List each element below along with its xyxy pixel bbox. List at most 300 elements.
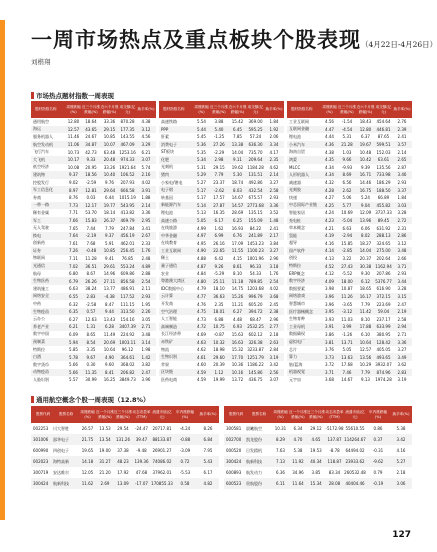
column-header: 换手率(%): [265, 107, 283, 112]
table-cell: 145.86: [248, 369, 263, 375]
table-row: [287, 262, 412, 270]
table-row: [287, 255, 412, 263]
table-row: [31, 164, 156, 172]
table-cell: 4.34: [325, 164, 334, 170]
table-cell: 数字中国: [33, 331, 49, 337]
table-cell: 6.79: [69, 278, 78, 284]
table-cell: 137.87: [327, 437, 342, 442]
table-cell: 2.19: [397, 309, 407, 315]
table-cell: 物流: [161, 346, 169, 352]
table-cell: 2.66: [397, 255, 407, 261]
table-cell: 14.18: [81, 459, 94, 464]
table-cell: 288.13: [376, 233, 391, 239]
table-cell: 20717.81: [152, 426, 172, 431]
table-cell: 14.57: [231, 202, 244, 208]
table-cell: 14.04: [359, 248, 372, 254]
stock-table-half: [31, 406, 219, 489]
table-row: [159, 346, 284, 354]
table-cell: 低空经济: [33, 164, 49, 170]
table-cell: 4.79: [197, 286, 206, 292]
table-cell: 6.28: [105, 324, 114, 330]
table-cell: 10.42: [359, 157, 372, 163]
table-cell: 16.93: [231, 225, 244, 231]
table-cell: 3.36: [397, 339, 407, 345]
table-cell: 2.18: [269, 331, 279, 337]
table-cell: 2.16: [141, 172, 151, 178]
column-header: 换手率(%): [393, 107, 411, 112]
table-cell: 物联网: [33, 255, 45, 261]
table-cell: 2.41: [269, 225, 279, 231]
table-row: [159, 194, 284, 202]
table-cell: 3737.33: [375, 210, 392, 216]
table-row: [159, 240, 284, 248]
column-header: 近六个月涨跌幅(%): [356, 105, 375, 114]
table-cell: 3.28: [397, 286, 407, 292]
table-cell: 8.41: [105, 369, 114, 375]
table-cell: 19.53: [310, 448, 322, 453]
table-cell: 3.73: [325, 354, 334, 360]
table-row: [159, 179, 284, 187]
table-row: [31, 293, 156, 301]
section-heading-index: [31, 91, 114, 100]
table-cell: 5.43: [203, 459, 213, 464]
table-cell: 37962.01: [152, 470, 172, 475]
table-cell: 6.42: [214, 255, 224, 261]
table-header: [31, 406, 219, 423]
table-cell: 16.25: [103, 377, 116, 383]
table-cell: 草本概念: [289, 225, 305, 231]
table-cell: 光刻机: [161, 164, 173, 170]
table-cell: 2.33: [141, 240, 151, 246]
table-cell: 2.26: [141, 309, 151, 315]
table-cell: 养老产业: [33, 323, 49, 329]
table-cell: 2.47: [397, 301, 407, 307]
table-cell: 4.72: [197, 324, 206, 330]
column-header: 股票名称: [58, 412, 74, 417]
index-panel: [31, 101, 156, 384]
table-cell: 3849.73: [119, 377, 136, 383]
table-cell: 2.94: [397, 324, 407, 330]
table-cell: 3.49: [397, 354, 407, 360]
table-cell: 5.24: [361, 195, 370, 201]
table-cell: 2.54: [269, 278, 279, 284]
table-cell: 高端制造: [161, 323, 177, 329]
table-cell: 川大智胜: [53, 425, 69, 431]
table-cell: 4.84: [197, 271, 206, 277]
table-cell: 开发商: [161, 301, 173, 307]
table-row: [159, 133, 284, 141]
table-row: [287, 156, 412, 164]
table-cell: 4.47: [325, 126, 334, 132]
table-cell: 9.41: [105, 255, 114, 261]
table-cell: 2.58: [397, 316, 407, 322]
table-cell: 10.08: [67, 164, 80, 170]
table-cell: 服务机器人: [33, 133, 53, 139]
table-cell: 3.96: [141, 377, 151, 383]
table-row: [287, 202, 412, 210]
table-cell: 11.26: [341, 293, 353, 299]
table-cell: 3.19: [269, 354, 279, 360]
table-cell: 4.70: [293, 437, 303, 442]
table-cell: 邵华电子: [53, 436, 69, 442]
table-row: [159, 118, 284, 126]
table-cell: 4.15: [233, 255, 242, 261]
table-cell: 20.95: [85, 164, 97, 170]
table-cell: 600523: [226, 481, 242, 486]
table-cell: 18.01: [213, 309, 225, 315]
table-row: [31, 224, 156, 232]
table-cell: 83.34: [328, 470, 341, 475]
table-cell: 一带一路: [33, 202, 49, 208]
table-cell: 9.26: [214, 263, 224, 269]
table-cell: -5172.98: [325, 426, 344, 431]
table-cell: 0.58: [180, 481, 190, 486]
table-cell: 海特高新: [53, 458, 69, 464]
table-cell: 666.58: [120, 187, 135, 193]
table-row: [159, 164, 284, 172]
table-cell: 5.36: [197, 142, 206, 148]
table-cell: 21.75: [81, 437, 94, 442]
table-cell: 贵航股份: [246, 480, 262, 486]
table-cell: 13.54: [99, 437, 111, 442]
column-header: 近六个月涨跌幅(%): [228, 105, 247, 114]
table-cell: 1203.68: [247, 286, 264, 292]
table-cell: 493.65: [376, 354, 391, 360]
table-cell: 6.27: [233, 309, 242, 315]
table-cell: 9.66: [342, 157, 352, 163]
table-cell: 3.48: [397, 248, 407, 254]
section-title: 通用航空概念个股一周表现（12.8%）: [36, 396, 150, 404]
table-cell: -2.19: [85, 233, 97, 239]
table-cell: 436.75: [248, 377, 263, 383]
table-cell: 2.93: [269, 195, 279, 201]
table-cell: 4.59: [197, 369, 206, 375]
table-cell: 974.33: [120, 157, 135, 163]
table-cell: 18.27: [359, 240, 372, 246]
table-cell: 5.34: [197, 157, 206, 163]
table-cell: 2.76: [397, 119, 407, 125]
table-row: [224, 445, 412, 456]
table-cell: 789.85: [248, 278, 263, 284]
table-cell: 2.95: [141, 218, 151, 224]
table-cell: 生物疫苗: [33, 308, 49, 314]
table-cell: 7.11: [69, 255, 78, 261]
table-cell: 455.82: [376, 202, 391, 208]
table-cell: 1.03: [342, 149, 352, 155]
table-cell: 117.52: [120, 293, 135, 299]
table-cell: 17.92: [117, 470, 129, 475]
table-cell: 12.80: [359, 126, 372, 132]
table-row: [287, 315, 412, 323]
table-cell: 57.24: [249, 134, 262, 140]
table-cell: 6.12: [361, 278, 370, 284]
table-cell: 2.56: [269, 369, 279, 375]
table-cell: 4.02: [269, 286, 279, 292]
table-cell: 8.65: [86, 331, 96, 337]
table-cell: 4.89: [141, 263, 151, 269]
table-cell: 2.98: [214, 157, 224, 163]
table-cell: 猪肉: [161, 171, 169, 177]
table-cell: 海运: [33, 126, 41, 132]
table-row: [31, 209, 156, 217]
table-row: [31, 467, 219, 478]
table-row: [224, 478, 412, 489]
table-cell: 874.96: [376, 369, 391, 375]
table-cell: 5.05: [197, 218, 206, 224]
table-cell: 368.02: [120, 362, 135, 368]
table-cell: 20.69: [103, 339, 116, 345]
table-row: [31, 277, 156, 285]
table-cell: 492.86: [248, 180, 263, 186]
table-cell: 换电: [33, 232, 41, 238]
table-cell: 生物识别: [161, 354, 177, 360]
table-cell: 4.59: [197, 377, 206, 383]
table-row: [287, 308, 412, 316]
index-panel: [287, 101, 412, 384]
stock-table-half: [224, 406, 412, 489]
table-cell: 139.36: [134, 459, 149, 464]
table-cell: 苹果: [161, 361, 169, 367]
table-cell: -2.58: [85, 301, 97, 307]
table-cell: 8.02: [361, 233, 370, 239]
table-cell: 8.47: [105, 301, 114, 307]
table-row: [31, 217, 156, 225]
table-cell: 0.37: [373, 437, 383, 442]
table-cell: 18.65: [359, 286, 372, 292]
table-cell: 5.27: [197, 180, 206, 186]
table-cell: 3.19: [397, 377, 407, 383]
table-cell: 超导: [289, 240, 297, 246]
table-cell: 3.71: [325, 369, 334, 375]
table-cell: 5.66: [69, 369, 78, 375]
table-cell: 锂电池: [161, 209, 173, 215]
table-cell: 4.16: [325, 240, 334, 246]
table-cell: 9.44: [105, 309, 114, 315]
table-cell: 29.64: [103, 187, 116, 193]
table-cell: 4.97: [197, 233, 206, 239]
table-cell: 3.68: [269, 293, 279, 299]
column-header: 动态市盈率(TTM): [132, 410, 151, 419]
table-row: [287, 285, 412, 293]
table-cell: 6.99: [214, 233, 224, 239]
table-cell: 34.87: [85, 142, 97, 148]
table-cell: 4.02: [141, 180, 151, 186]
table-cell: 3.82: [141, 362, 151, 368]
table-row: [159, 148, 284, 156]
table-row: [159, 232, 284, 240]
table-row: [287, 300, 412, 308]
table-row: [31, 434, 219, 445]
table-row: [31, 247, 156, 255]
table-cell: 1184.28: [247, 164, 264, 170]
table-cell: 4.38: [325, 149, 334, 155]
table-cell: 农业: [161, 270, 169, 276]
table-cell: 48.23: [117, 459, 129, 464]
table-cell: 152.03: [376, 149, 391, 155]
table-cell: 医药电商: [161, 376, 177, 382]
table-cell: 10.17: [67, 157, 80, 163]
column-header: 近六个月涨跌幅(%): [100, 105, 119, 114]
table-cell: 324.65: [376, 240, 391, 246]
table-cell: 元宇宙: [289, 376, 301, 382]
table-cell: 4.61: [197, 354, 206, 360]
table-cell: 中药: [33, 301, 41, 307]
table-cell: 10.07: [103, 142, 116, 148]
table-row: [287, 164, 412, 172]
table-cell: 19.62: [231, 164, 244, 170]
table-cell: 66.89: [377, 195, 390, 201]
table-cell: 3.91: [141, 187, 151, 193]
table-row: [159, 202, 284, 210]
table-row: [287, 361, 412, 369]
column-header: 流通市值(亿元): [345, 410, 365, 419]
table-cell: PPP: [161, 126, 169, 132]
column-header: 成交额(亿元): [119, 105, 136, 114]
table-cell: 23.37: [213, 180, 225, 186]
table-cell: 9.37: [69, 172, 78, 178]
table-cell: 4.62: [197, 347, 206, 353]
table-row: [159, 338, 284, 346]
table-cell: 券商: [33, 194, 41, 200]
table-row: [287, 171, 412, 179]
table-cell: 2.86: [397, 233, 407, 239]
table-cell: 313.50: [120, 309, 135, 315]
table-row: [31, 118, 156, 126]
table-cell: 证券: [33, 247, 41, 253]
column-header: 股票名称: [251, 412, 267, 417]
table-cell: 氢能: [289, 232, 297, 238]
table-cell: 207.93: [120, 180, 135, 186]
table-cell: 5.38: [396, 426, 406, 431]
table-cell: 11.06: [67, 142, 80, 148]
table-row: [159, 270, 284, 278]
table-cell: 3.62: [397, 362, 407, 368]
table-cell: 11.42: [359, 309, 372, 315]
table-cell: 10.31: [274, 426, 287, 431]
table-cell: 3.98: [325, 286, 334, 292]
table-cell: 553.24: [120, 263, 135, 269]
table-cell: 7.79: [361, 369, 370, 375]
table-row: [287, 217, 412, 225]
table-cell: 7.26: [69, 248, 78, 254]
table-cell: 14.75: [231, 286, 244, 292]
table-cell: 12.80: [67, 119, 80, 125]
table-cell: 1.92: [269, 126, 279, 132]
column-header: 近一个月涨跌幅(%): [289, 410, 307, 419]
table-cell: 2.45: [269, 301, 279, 307]
table-cell: 3.76: [325, 347, 334, 353]
table-cell: 3.27: [269, 248, 279, 254]
table-cell: 3.27: [397, 347, 407, 353]
table-cell: 64494.02: [345, 448, 365, 453]
table-cell: 14.67: [341, 377, 353, 383]
table-row: [31, 126, 156, 134]
table-cell: 20.48: [103, 157, 116, 163]
table-cell: 在线旅游: [161, 225, 177, 231]
table-cell: 13.71: [341, 339, 353, 345]
table-cell: 4.28: [325, 187, 334, 193]
table-cell: 1.12: [214, 369, 224, 375]
table-cell: 4.88: [197, 255, 206, 261]
table-cell: 量子通信: [161, 263, 177, 269]
table-cell: 16.35: [213, 210, 225, 216]
table-row: [287, 141, 412, 149]
table-row: [224, 423, 412, 434]
table-cell: 4.16: [396, 448, 406, 453]
table-cell: 5.17: [197, 195, 206, 201]
table-cell: 4.13: [325, 255, 334, 261]
table-cell: 446.81: [376, 126, 391, 132]
table-cell: 14.67: [231, 195, 244, 201]
table-cell: 002700: [226, 437, 242, 442]
table-cell: 6.32: [69, 301, 78, 307]
table-cell: 快递: [289, 194, 297, 200]
table-cell: 智能家居: [289, 209, 305, 215]
table-cell: 云计算: [161, 293, 173, 299]
table-cell: 2.58: [269, 187, 279, 193]
table-cell: 3.48: [141, 331, 151, 337]
table-cell: 13.38: [231, 142, 244, 148]
table-cell: 动物疫苗: [33, 369, 49, 375]
table-cell: 2.48: [141, 255, 151, 261]
table-cell: 002023: [33, 459, 49, 464]
table-cell: ERP概念: [289, 270, 305, 276]
table-cell: 3.22: [342, 255, 352, 261]
table-cell: 12.57: [359, 347, 372, 353]
table-cell: 4.32: [325, 180, 334, 186]
table-cell: 177.35: [120, 126, 135, 132]
table-cell: 37.38: [117, 448, 129, 453]
table-body: [224, 423, 412, 489]
table-cell: 4.90: [197, 248, 206, 254]
table-cell: 6.17: [203, 470, 213, 475]
table-cell: 6.88: [214, 316, 224, 322]
table-cell: 5.27: [396, 459, 406, 464]
table-row: [287, 186, 412, 194]
table-cell: 航新科技: [53, 480, 69, 486]
table-cell: 155.09: [248, 218, 263, 224]
table-cell: -0.87: [213, 331, 225, 337]
table-cell: 9.76: [105, 180, 114, 186]
table-cell: 33.36: [103, 119, 116, 125]
table-row: [287, 240, 412, 248]
table-row: [31, 308, 156, 316]
table-cell: 63.61: [377, 157, 390, 163]
table-cell: 2.35: [214, 301, 224, 307]
table-cell: 3.96: [325, 293, 334, 299]
table-cell: 11.92: [292, 459, 304, 464]
table-cell: 4.62: [269, 164, 279, 170]
table-cell: 870.28: [120, 119, 135, 125]
table-cell: 7.79: [361, 301, 370, 307]
table-cell: 20.39: [213, 362, 225, 368]
table-cell: 10.87: [341, 286, 353, 292]
table-cell: 26901.27: [152, 448, 172, 453]
table-cell: 1253.16: [119, 149, 136, 155]
table-cell: 30.99: [85, 377, 97, 383]
table-row: [31, 300, 156, 308]
table-cell: 224.92: [120, 331, 135, 337]
table-cell: 22.65: [213, 248, 225, 254]
table-cell: 29.15: [103, 126, 116, 132]
table-cell: 3.34: [269, 142, 279, 148]
table-cell: 7.95: [203, 448, 213, 453]
table-cell: 17.68: [341, 362, 353, 368]
table-cell: 3.12: [141, 126, 151, 132]
table-cell: 42.73: [85, 149, 97, 155]
table-cell: 54.33: [249, 271, 262, 277]
table-row: [287, 133, 412, 141]
